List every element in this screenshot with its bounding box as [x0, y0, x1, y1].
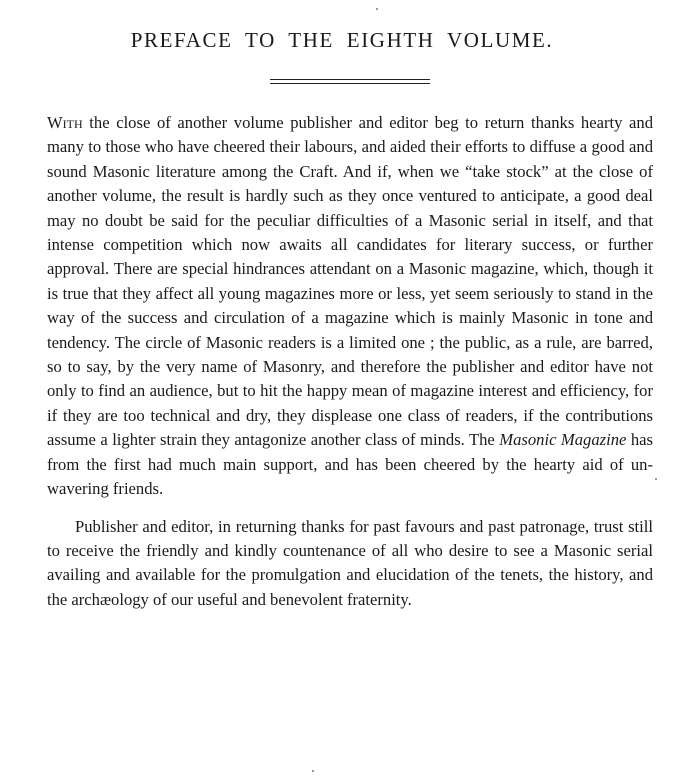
paragraph-1-text-b: has from the first had much main support, and has been cheered by the hearty aid of unwavering friends. — [47, 430, 653, 499]
paragraph-lead-word: With — [47, 113, 83, 132]
paragraph-1-text-a: the close of another volume publisher and editor beg to return thanks hearty and many to those who have cheered their labours, and aided their efforts to diffuse a good and sound Masonic literature among the Craft. And if, when we “take stock” at the close of another volume, the result is hardly such as they once ventured to anticipate, a good deal may no doubt be said for the peculiar difficulties of a Masonic serial in itself, and that intense competition which now awaits all candidates for literary success, or further approval. There are special hindrances attendant on a Masonic magazine, which, though it is true that they affect all young magazines more or less, yet seem seriously to stand in the way of the success and circulation of a magazine which is mainly Masonic in tone and tendency. The circle of Masonic readers is a limited one ; the public, as a rule, are barred, so to say, by the very name of Masonry, and therefore the publisher and editor have not only to find an audience, but to hit the happy mean of magazine interest and efficiency, for if they are too technical and dry, they displease one class of readers, if the contributions assume a lighter strain they antagonize another class of minds. The — [47, 113, 653, 450]
paragraph-1 — [47, 111, 653, 502]
paper-speck — [312, 770, 314, 772]
magazine-title-italic: Masonic Magazine — [499, 430, 627, 450]
preface-body — [47, 111, 653, 612]
paragraph-2: Publisher and editor, in returning thanks for past favours and past patronage, trust still to receive the friendly and kindly countenance of all who desire to see a Masonic serial availing and available for the promulgation and elucidation of the tenets, the history, and the archæology of our useful and benevolent fraternity. — [47, 516, 653, 609]
page-title: PREFACE TO THE EIGHTH VOLUME. — [130, 28, 554, 52]
title-divider — [270, 79, 430, 84]
paper-speck — [376, 8, 378, 10]
paper-speck — [655, 478, 657, 480]
